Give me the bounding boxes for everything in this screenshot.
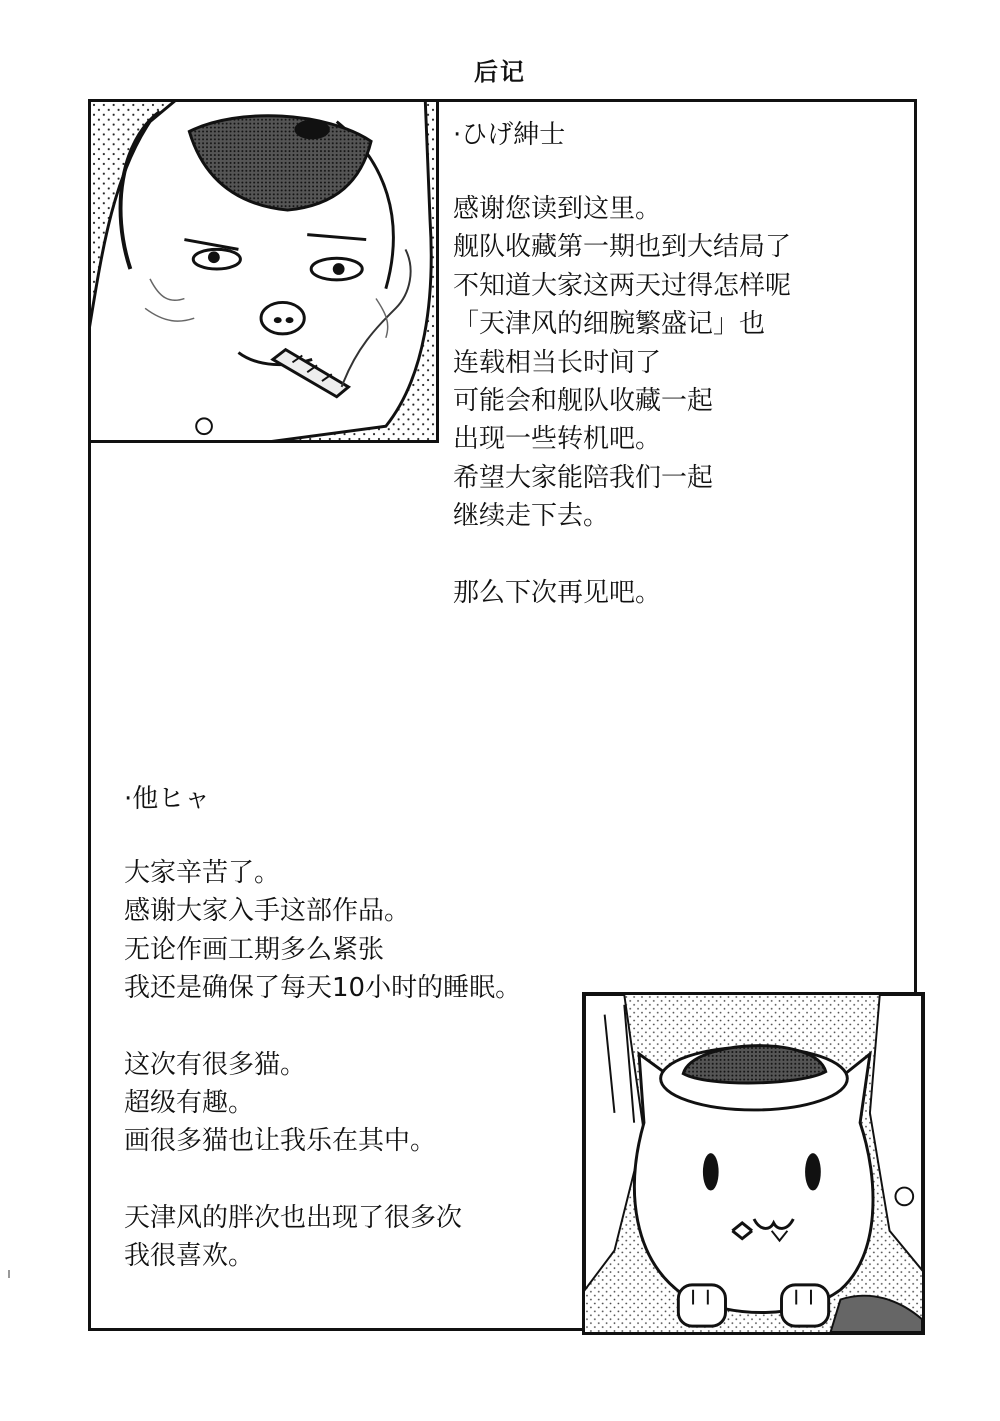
paragraph xyxy=(453,190,893,536)
text-line: 天津风的胖次也出现了很多次 xyxy=(124,1202,463,1233)
paragraph xyxy=(124,1199,574,1276)
text-line: 「天津风的细腕繁盛记」也 xyxy=(453,309,766,340)
text-line: 感谢大家入手这部作品。 xyxy=(124,896,411,927)
text-line: 希望大家能陪我们一起 xyxy=(453,462,714,493)
text-line: 我很喜欢。 xyxy=(124,1241,255,1272)
text-line: 这次有很多猫。 xyxy=(124,1049,307,1080)
page-title: 后记 xyxy=(474,58,526,86)
paragraph xyxy=(124,1046,574,1161)
text-line: 无论作画工期多么紧张 xyxy=(124,934,385,965)
text-line: 继续走下去。 xyxy=(453,501,610,532)
author-name: ·他ヒャ xyxy=(124,784,211,814)
text-line: 不知道大家这两天过得怎样呢 xyxy=(453,270,792,301)
text-line: 大家辛苦了。 xyxy=(124,858,281,888)
author-note-higeshinshi xyxy=(453,116,893,650)
text-line: 可能会和舰队收藏一起 xyxy=(453,386,714,417)
text-line: 我还是确保了每天10小时的睡眠。 xyxy=(124,973,522,1004)
text-line: 那么下次再见吧。 xyxy=(453,577,662,608)
text-line: 画很多猫也让我乐在其中。 xyxy=(124,1126,437,1157)
text-line: 连载相当长时间了 xyxy=(453,347,662,378)
author-note-tahya xyxy=(124,780,574,1314)
text-line: 超级有趣。 xyxy=(124,1088,255,1119)
author-name: ·ひげ紳士 xyxy=(453,120,566,150)
text-line: 感谢您读到这里。 xyxy=(453,194,662,224)
paragraph xyxy=(124,854,574,1008)
text-line: 出现一些转机吧。 xyxy=(453,424,662,455)
cigar-cat-illustration-icon xyxy=(88,99,439,443)
smiling-cat-illustration-icon xyxy=(582,992,925,1335)
paragraph xyxy=(453,574,893,612)
text-line: 舰队收藏第一期也到大结局了 xyxy=(453,232,792,263)
scan-speck xyxy=(8,1270,10,1278)
